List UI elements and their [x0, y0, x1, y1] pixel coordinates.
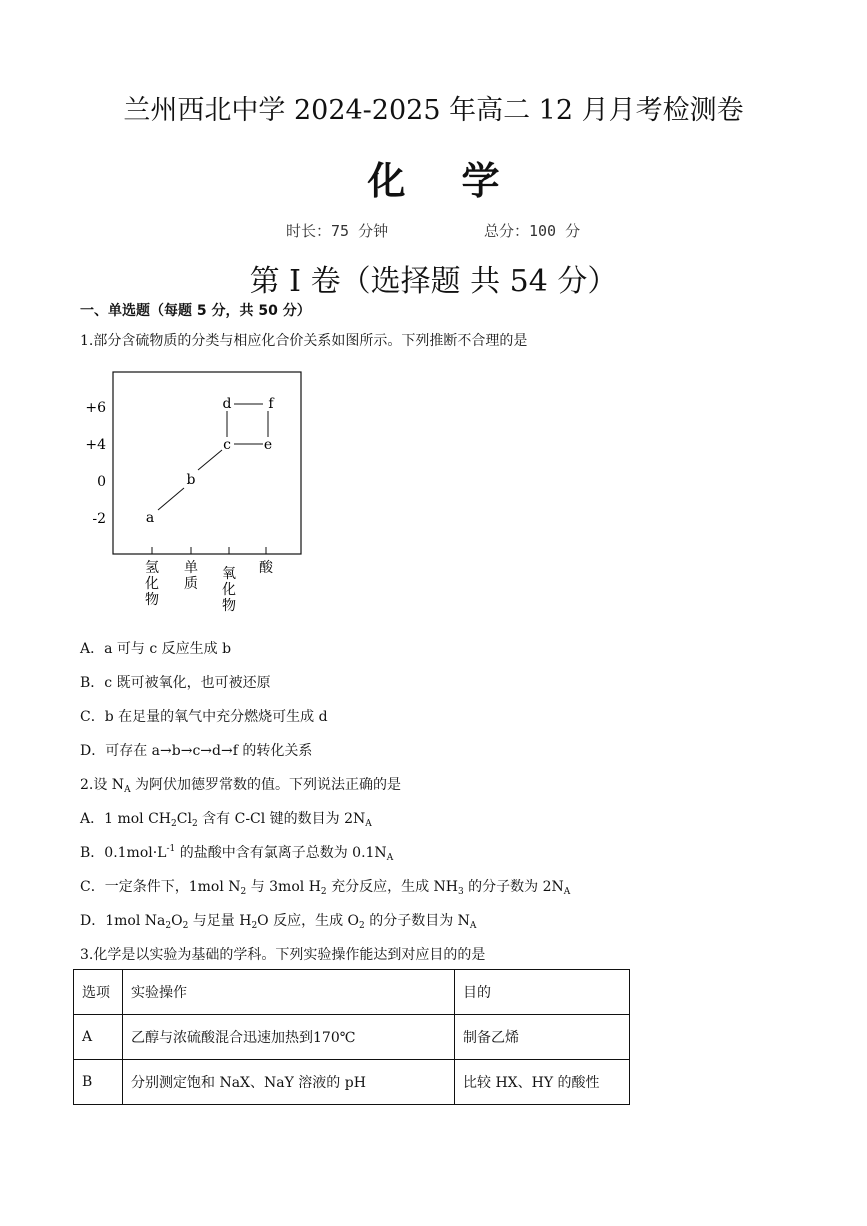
exam-title: 兰州西北中学 2024-2025 年高二 12 月月考检测卷 [123, 95, 744, 126]
exam-total-score: 总分：100 分 [484, 222, 581, 240]
q1-option-d: D．可存在 a→b→c→d→f 的转化关系 [80, 743, 313, 759]
q2-option-d: D．1mol $Na_2O_2$ 与足量 $H_2O$ 反应，生成 $O_2$ 的分子数目为 $N_A$ [80, 913, 477, 931]
table-header-cell: 实验操作 [123, 970, 455, 1015]
section-heading: 一、单选题（每题 5 分，共 50 分） [80, 303, 311, 319]
question-1-stem: 1.部分含硫物质的分类与相应化合价关系如图所示。下列推断不合理的是 [80, 333, 528, 349]
q2-option-b: B．$0.1mol\cdot L^{-1}$ 的盐酸中含有氯离子总数为 $0.1N_A$ [80, 844, 394, 863]
y-tick-minus2: -2 [92, 511, 106, 527]
q3-experiment-table [73, 969, 630, 1105]
point-b: b [186, 472, 196, 488]
q1-option-c: C．b 在足量的氧气中充分燃烧可生成 d [80, 709, 328, 725]
table-cell: 分别测定饱和 NaX、NaY 溶液的 pH [123, 1060, 455, 1105]
y-tick-0: 0 [97, 474, 106, 490]
x-category-label: 酸 [259, 560, 273, 576]
table-header-cell: 目的 [455, 970, 630, 1015]
y-tick-plus6: +6 [85, 400, 106, 416]
point-e: e [263, 437, 273, 453]
table-cell: 比较 HX、HY 的酸性 [455, 1060, 630, 1105]
sulfur-valence-figure [80, 360, 320, 615]
question-3-stem: 3.化学是以实验为基础的学科。下列实验操作能达到对应目的的是 [80, 947, 486, 963]
exam-duration: 时长：75 分钟 [286, 222, 389, 240]
line-b-c [198, 450, 222, 470]
table-header-row [74, 970, 630, 1015]
y-tick-plus4: +4 [85, 437, 106, 453]
q2-stem-post: 为阿伏加德罗常数的值。下列说法正确的是 [130, 777, 402, 793]
table-header-cell: 选项 [74, 970, 123, 1015]
q2-option-a: A．1 mol $CH_2Cl_2$ 含有 C-Cl 键的数目为 $2N_A$ [80, 811, 372, 829]
point-a: a [145, 510, 155, 526]
x-category-label: 单质 [184, 560, 198, 592]
table-cell: 制备乙烯 [455, 1015, 630, 1060]
q2-stem-sub: A [124, 785, 131, 795]
point-c: c [223, 437, 231, 453]
point-d: d [222, 396, 232, 412]
volume-heading: 第 I 卷（选择题 共 54 分） [249, 264, 618, 299]
q1-option-b: B．c 既可被氧化，也可被还原 [80, 675, 271, 691]
question-2-stem [80, 774, 401, 795]
subject-title: 化学 [367, 158, 556, 203]
q2-stem-pre: 2.设 N [80, 777, 125, 793]
q2-option-c: C．一定条件下，1mol $N_2$ 与 3mol $H_2$ 充分反应，生成 $NH_3$ 的分子数为 $2N_A$ [80, 879, 571, 897]
point-f: f [268, 396, 274, 412]
x-category-label: 氢化物 [145, 560, 159, 608]
line-a-b [158, 488, 184, 510]
table-cell: 乙醇与浓硫酸混合迅速加热到170℃ [123, 1015, 455, 1060]
table-cell: A [74, 1015, 123, 1060]
table-row [74, 1015, 630, 1060]
x-category-label: 氧化物 [222, 566, 236, 614]
table-row [74, 1060, 630, 1105]
q1-option-a: A．a 可与 c 反应生成 b [80, 641, 232, 657]
table-cell: B [74, 1060, 123, 1105]
